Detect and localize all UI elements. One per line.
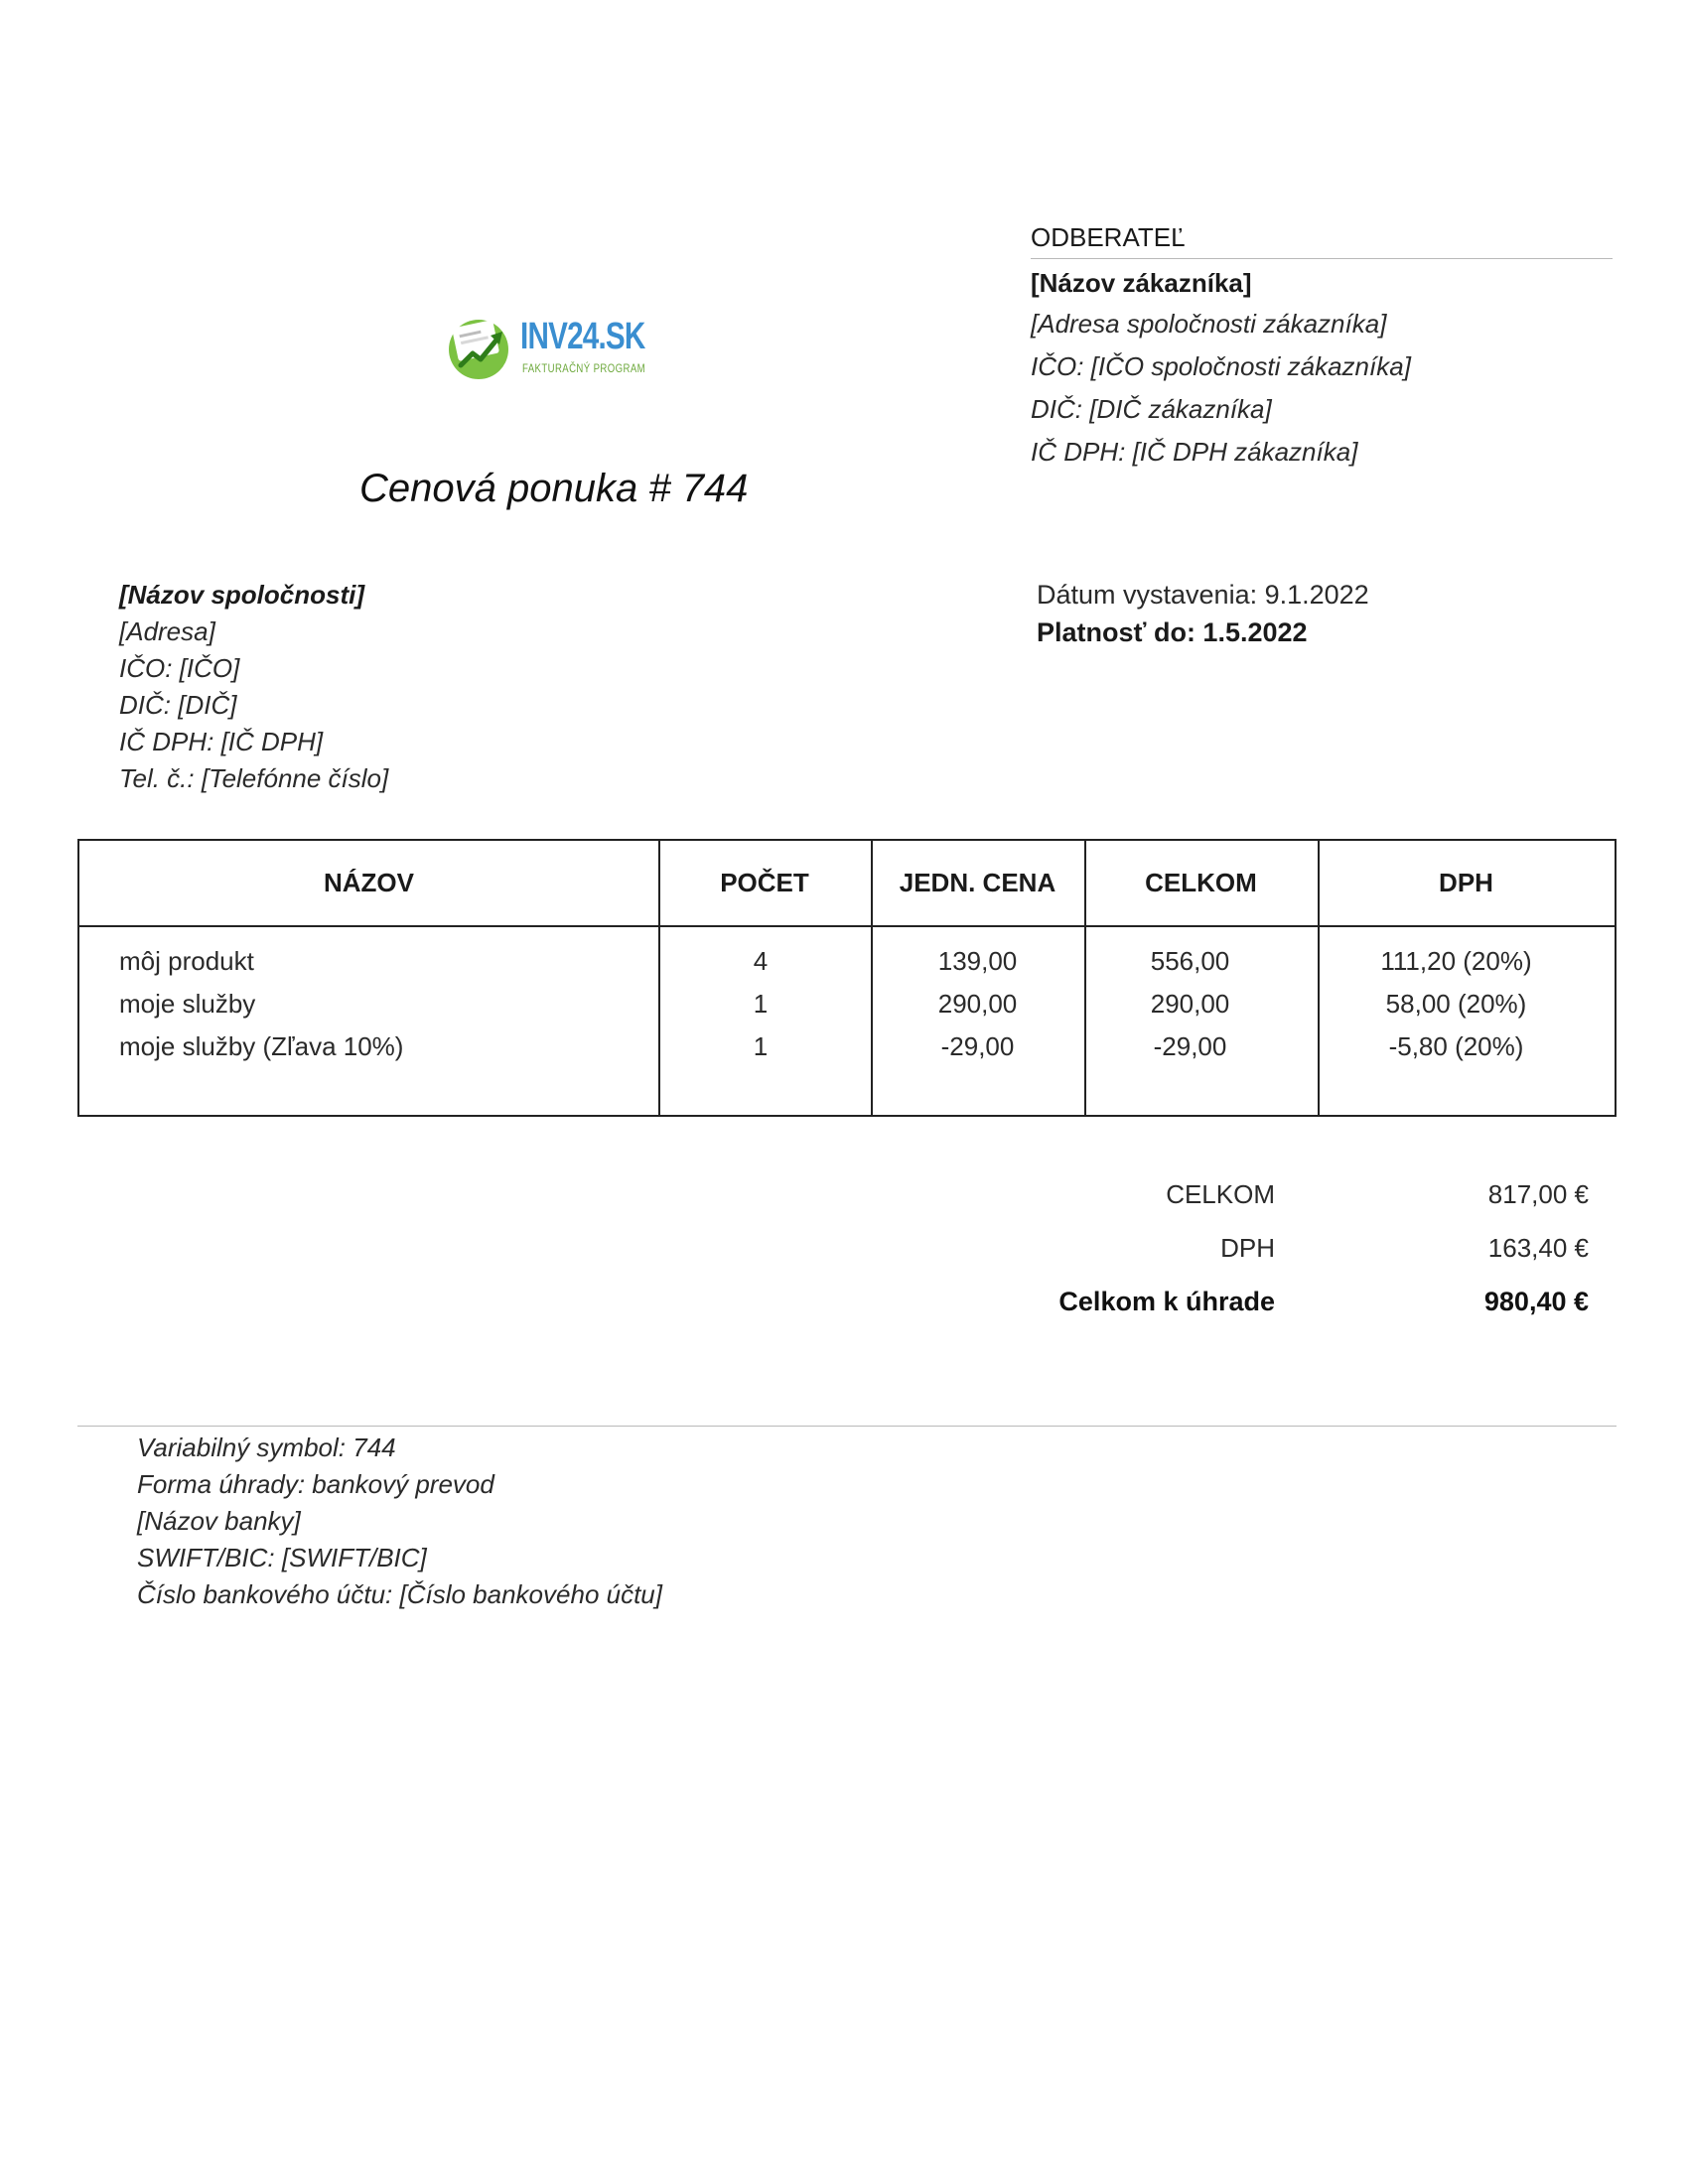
header-unit-price: JEDN. CENA xyxy=(899,868,1056,897)
payment-method: Forma úhrady: bankový prevod xyxy=(137,1469,494,1499)
table-row-unit: 290,00 xyxy=(937,989,1018,1019)
subtotal-label: CELKOM xyxy=(1166,1179,1275,1209)
supplier-phone: Tel. č.: [Telefónne číslo] xyxy=(119,763,389,793)
header-qty: POČET xyxy=(720,868,809,897)
table-row-total: 290,00 xyxy=(1150,989,1230,1019)
table-row-vat: 111,20 (20%) xyxy=(1380,946,1532,976)
items-table xyxy=(77,839,1617,1117)
grand-total-row xyxy=(993,1287,1599,1340)
totals-block xyxy=(993,1179,1599,1340)
vat-row xyxy=(993,1233,1599,1287)
table-row-total: -29,00 xyxy=(1153,1031,1227,1061)
bank-account: Číslo bankového účtu: [Číslo bankového účtu] xyxy=(137,1579,662,1609)
swift-bic: SWIFT/BIC: [SWIFT/BIC] xyxy=(137,1543,427,1572)
customer-address: [Adresa spoločnosti zákazníka] xyxy=(1031,309,1387,339)
dates-block xyxy=(1037,576,1553,651)
customer-block xyxy=(1031,220,1613,474)
customer-divider xyxy=(1031,258,1613,259)
supplier-address: [Adresa] xyxy=(119,616,215,646)
table-row-vat: -5,80 (20%) xyxy=(1388,1031,1524,1061)
table-row-qty: 4 xyxy=(753,946,769,976)
header-divider xyxy=(79,925,1615,927)
bank-name: [Názov banky] xyxy=(137,1506,301,1536)
table-row-vat: 58,00 (20%) xyxy=(1385,989,1527,1019)
table-row-qty: 1 xyxy=(753,1031,769,1061)
footer-divider xyxy=(77,1426,1617,1427)
subtotal-row xyxy=(993,1179,1599,1233)
customer-dic: DIČ: [DIČ zákazníka] xyxy=(1031,394,1272,424)
header-total: CELKOM xyxy=(1145,868,1257,897)
subtotal-value: 817,00 € xyxy=(1487,1179,1589,1209)
grand-total-value: 980,40 € xyxy=(1483,1287,1589,1316)
table-row-name: môj produkt xyxy=(119,946,254,976)
supplier-dic: DIČ: [DIČ] xyxy=(119,690,237,720)
supplier-block xyxy=(119,576,675,797)
table-row-name: moje služby (Zľava 10%) xyxy=(119,1031,404,1061)
customer-icdph: IČ DPH: [IČ DPH zákazníka] xyxy=(1031,437,1358,467)
logo-brand: INV24.SK xyxy=(520,316,645,357)
supplier-name: [Názov spoločnosti] xyxy=(119,580,365,610)
customer-name: [Názov zákazníka] xyxy=(1031,268,1252,298)
table-row-name: moje služby xyxy=(119,989,256,1019)
table-row-qty: 1 xyxy=(753,989,769,1019)
document-title: Cenová ponuka # 744 xyxy=(359,467,749,510)
header-vat: DPH xyxy=(1439,868,1493,897)
customer-caption: ODBERATEĽ xyxy=(1031,222,1186,252)
invoice-arrow-icon xyxy=(445,310,516,381)
vat-value: 163,40 € xyxy=(1487,1233,1589,1263)
supplier-icdph: IČ DPH: [IČ DPH] xyxy=(119,727,324,756)
issue-date: Dátum vystavenia: 9.1.2022 xyxy=(1037,580,1369,610)
logo-tagline: FAKTURAČNÝ PROGRAM xyxy=(522,361,646,375)
table-row-unit: 139,00 xyxy=(937,946,1018,976)
table-row-total: 556,00 xyxy=(1150,946,1230,976)
header-name: NÁZOV xyxy=(324,868,414,897)
company-logo xyxy=(445,306,646,385)
grand-total-label: Celkom k úhrade xyxy=(1058,1287,1275,1316)
table-row-unit: -29,00 xyxy=(940,1031,1015,1061)
supplier-ico: IČO: [IČO] xyxy=(119,653,240,683)
payment-block xyxy=(137,1430,931,1613)
variable-symbol: Variabilný symbol: 744 xyxy=(137,1433,396,1462)
vat-label: DPH xyxy=(1220,1233,1275,1263)
valid-until-date: Platnosť do: 1.5.2022 xyxy=(1037,617,1308,647)
customer-ico: IČO: [IČO spoločnosti zákazníka] xyxy=(1031,351,1411,381)
